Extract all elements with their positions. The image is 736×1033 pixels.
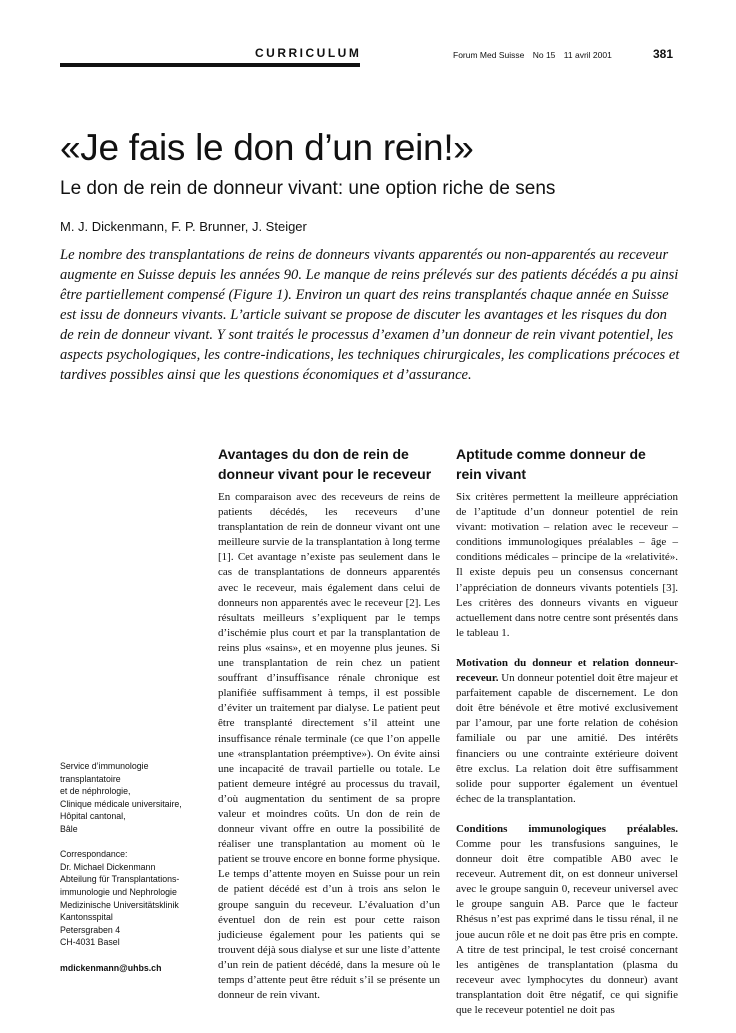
page-number: 381 (653, 47, 674, 61)
affiliation-line: Service d’immunologie (60, 761, 149, 771)
journal-name: Forum Med Suisse (453, 50, 525, 60)
affiliation-line: transplantatoire (60, 773, 121, 784)
affiliation-line: Hôpital cantonal, (60, 811, 126, 822)
correspondence-line: Correspondance: (60, 849, 128, 860)
run-in-heading-motivation: Motivation du donneur et relation donneur-receveur. (456, 656, 678, 685)
right-column (456, 490, 678, 1033)
author-sidebar (60, 760, 210, 974)
right-column-heading: Aptitude comme donneur de rein vivant (456, 446, 646, 482)
left-column-heading: Avantages du don de rein de donneur vivant pour le receveur (218, 446, 432, 482)
article-title: «Je fais le don d’un rein!» (60, 127, 474, 168)
correspondence-line: Medizinische Universitätsklinik (60, 899, 179, 910)
correspondence-line: immunologie und Nephrologie (60, 886, 177, 897)
right-paragraph-2 (456, 656, 678, 807)
article-abstract: Le nombre des transplantations de reins de donneurs vivants apparentés ou non-apparentés au receveur augmente en Suisse depuis les années 90. Le manque de reins prélevés sur des patients décédés a pu ainsi être partiellement compensé (Figure 1). Environ un quart des reins transplantés chaque année en Suisse est issu de donneurs vivants. L’article suivant se propose de discuter les avantages et les risques du don de rein de donneur vivant. Y sont traités le processus d’examen d’un donneur de rein vivant potentiel, les aspects psychologiques, les contre-indications, les techniques chirurgicales, les complications précoces et tardives possibles ainsi que les questions économiques et d’assurance. (60, 247, 680, 383)
right-paragraph-3-text: Comme pour les transfusions sanguines, le donneur doit être compatible AB0 avec le receveur. Autrement dit, on est donneur universel avec le groupe sanguin 0, receveur universel avec le groupe sanguin AB. Parce que le facteur Rhésus n’est pas exprimé dans le tissu rénal, il ne joue aucun rôle et ne doit pas être pris en compte. A titre de test principal, le test croisé concernant les antigènes de transplantation (plasma du receveur avec lymphocytes du donneur) avant transplantation doit être négatif, ce qui signifie que le receveur potentiel ne doit pas (456, 837, 678, 1016)
right-paragraph-2-text: Un donneur potentiel doit être majeur et parfaitement capable de discernement. Le don doit être bénévole et être motivé exclusivement par l’amour, par une forte relation de cohésion familiale ou par une amitié. Des intérêts financiers ou une contrainte extérieure doivent être exclus. La relation doit être suffisamment solide pour supporter également un éventuel échec de la transplantation. (456, 672, 678, 805)
header-rule (60, 63, 360, 67)
correspondence-line: Abteilung für Transplantations- (60, 874, 180, 885)
email-link[interactable]: mdickenmann@uhbs.ch (60, 962, 162, 973)
correspondence-line: Kantonsspital (60, 912, 113, 923)
left-column (218, 490, 440, 1018)
affiliation-line: et de néphrologie, (60, 786, 131, 797)
journal-info (453, 50, 618, 60)
right-paragraph-3 (456, 822, 678, 1018)
left-paragraph-1: En comparaison avec des receveurs de reins de patients décédés, les receveurs d’une transplantation de rein de donneur vivant ont une meilleure survie de la transplantation à long terme [1]. Cet avantage n’existe pas seulement dans le cas de transplantations de donneurs apparentés avec le receveur, mais également dans celui de donneurs non apparentés avec le receveur [2]. Les résultats meilleurs s’expliquent par le temps d’ischémie plus court et par la transplantation de reins plus «sains», et en moyenne plus jeunes. Si une transplantation de rein chez un patient souffrant d’insuffisance rénale chronique est planifiée suffisamment à temps, il est possible d’éviter un traitement par dialyse. Le patient peut être transplanté directement s’il atteint une insuffisance rénale terminale (ce que l’on appelle une «transplantation préemptive»). On évite ainsi une incapacité de travail partielle ou totale. Le patient demeure intégré au processus du travail, d’où augmentation du sentiment de sa propre valeur et moindres coûts. Un don de rein de donneur vivant offre en outre la possibilité de réaliser une transplantation au moment où le patient se trouve encore en bonne forme physique. Le temps d’attente moyen en Suisse pour un rein de patient décédé est d’un à trois ans selon le groupe sanguin du receveur. L’évaluation d’un éventuel don de rein est pour cette raison judicieuse également pour les patients qui se trouvent déjà sous dialyse et sur une liste d’attente d’un rein de patient décédé, dans la mesure où le temps d’attente peut être réduit s’il se présente un donneur de rein vivant. (218, 491, 440, 1002)
correspondence-line: Dr. Michael Dickenmann (60, 861, 156, 872)
affiliation-line: Bâle (60, 823, 78, 834)
correspondence-block (60, 848, 210, 949)
correspondence-line: CH-4031 Basel (60, 937, 120, 948)
run-in-heading-immunology: Conditions immunologiques préalables. (456, 822, 678, 835)
article-subtitle: Le don de rein de donneur vivant: une option riche de sens (60, 178, 556, 199)
right-paragraph-1: Six critères permettent la meilleure appréciation de l’aptitude d’un donneur potentiel de rein vivant: motivation – relation avec le receveur – conditions immunologiques préalables – âge – conditions médicales – principe de la «relativité». Il existe depuis peu un consensus concernant l’appréciation de donneurs vivants potentiels [3]. Les critères des donneurs vivants en vigueur actuellement dans notre centre sont présentés dans le tableau 1. (456, 491, 678, 639)
section-label: CURRICULUM (255, 46, 362, 60)
journal-date: 11 avril 2001 (563, 50, 612, 60)
article-authors: M. J. Dickenmann, F. P. Brunner, J. Steiger (60, 219, 307, 234)
correspondence-line: Petersgraben 4 (60, 924, 121, 935)
affiliation-line: Clinique médicale universitaire, (60, 798, 182, 809)
affiliation-block (60, 760, 210, 836)
journal-issue: No 15 (532, 50, 556, 60)
